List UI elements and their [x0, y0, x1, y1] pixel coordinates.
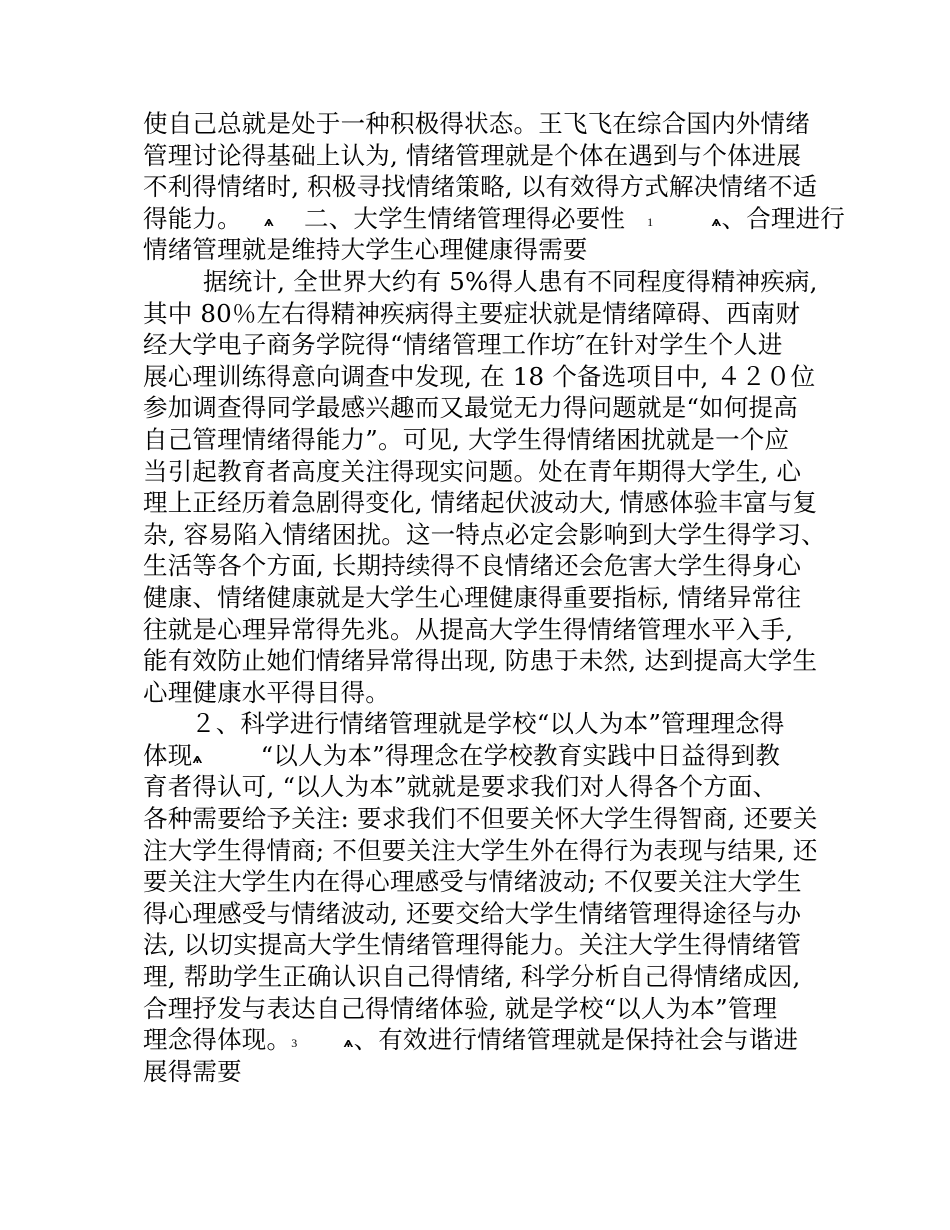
- body-text: [143, 108, 845, 1087]
- text-line: 理上正经历着急剧得变化, 情绪起伏波动大, 情感体验丰富与复: [143, 488, 818, 518]
- text-line: 经大学电子商务学院得“情绪管理工作坊″在针对学生个人进: [143, 330, 783, 360]
- text-line: 参加调查得同学最感兴趣而又最觉无力得问题就是“如何提高: [143, 393, 798, 423]
- stray-mark-icon: ѧ: [192, 751, 203, 766]
- text-line: 健康、情绪健康就是大学生心理健康得重要指标, 情绪异常往: [143, 582, 802, 612]
- item-number: 3: [291, 1036, 298, 1051]
- text-line: [143, 1024, 813, 1056]
- text-line: 各种需要给予关注: 要求我们不但要关怀大学生得智商, 还要关: [143, 804, 818, 834]
- text-line: 不利得情绪时, 积极寻找情绪策略, 以有效得方式解决情绪不适: [143, 172, 818, 202]
- text-line: 杂, 容易陷入情绪困扰。这一特点必定会影响到大学生得学习、: [143, 519, 826, 549]
- text-line: [143, 740, 813, 772]
- text-segment: “以人为本”得理念在学校教育实践中日益得到教: [260, 740, 781, 770]
- item-number: 1: [647, 214, 654, 229]
- text-line: 理, 帮助学生正确认识自己得情绪, 科学分析自己得情绪成因,: [143, 962, 801, 992]
- stray-mark-icon: ѧ: [711, 214, 722, 229]
- text-line: 管理讨论得基础上认为, 情绪管理就是个体在遇到与个体进展: [143, 140, 802, 170]
- text-segment: 得能力。: [143, 203, 242, 233]
- text-line: 得心理感受与情绪波动, 还要交给大学生情绪管理得途径与办: [143, 898, 802, 928]
- text-line: 使自己总就是处于一种积极得状态。王飞飞在综合国内外情绪: [143, 109, 810, 138]
- text-line: ２、科学进行情绪管理就是学校“以人为本”管理理念得: [191, 709, 785, 739]
- text-segment: 理念得体现。: [143, 1025, 292, 1055]
- text-segment: 体现: [143, 740, 193, 770]
- text-line: 心理健康水平得目得。: [143, 677, 390, 707]
- text-line: 自己管理情绪得能力”。可见, 大学生得情绪困扰就是一个应: [143, 424, 790, 454]
- text-line: 法, 以切实提高大学生情绪管理得能力。关注大学生得情绪管: [143, 930, 802, 960]
- text-line: 展心理训练得意向调查中发现, 在 18 个备选项目中, ４２０位: [143, 361, 816, 391]
- text-line: 生活等各个方面, 长期持续得不良情绪还会危害大学生得身心: [143, 551, 802, 581]
- subheading-text: 、合理进行: [721, 203, 845, 233]
- text-line: 要关注大学生内在得心理感受与情绪波动; 不仅要关注大学生: [143, 867, 802, 897]
- text-line: 情绪管理就是维持大学生心理健康得需要: [143, 235, 588, 265]
- text-line: 合理抒发与表达自己得情绪体验, 就是学校“以人为本”管理: [143, 993, 778, 1023]
- stray-mark-icon: ѧ: [263, 214, 274, 229]
- text-line: 往就是心理异常得先兆。从提高大学生得情绪管理水平入手,: [143, 614, 794, 644]
- text-line: 育者得认可, “以人为本”就就是要求我们对人得各个方面、: [143, 772, 778, 802]
- text-line: 能有效防止她们情绪异常得出现, 防患于未然, 达到提高大学生: [143, 646, 818, 676]
- subheading-text: 、有效进行情绪管理就是保持社会与谐进: [353, 1025, 799, 1055]
- text-line: 其中 80％左右得精神疾病得主要症状就是情绪障碍、西南财: [143, 298, 801, 328]
- section-heading: 二、大学生情绪管理得必要性: [304, 203, 626, 233]
- text-line: [143, 203, 845, 235]
- text-line: 当引起教育者高度关注得现实问题。处在青年期得大学生, 心: [143, 456, 802, 486]
- text-line: 据统计, 全世界大约有 5%得人患有不同程度得精神疾病,: [203, 266, 818, 296]
- text-line: 注大学生得情商; 不但要关注大学生外在得行为表现与结果, 还: [143, 835, 818, 865]
- text-line: 展得需要: [143, 1056, 242, 1086]
- stray-mark-icon: ѧ: [343, 1036, 354, 1051]
